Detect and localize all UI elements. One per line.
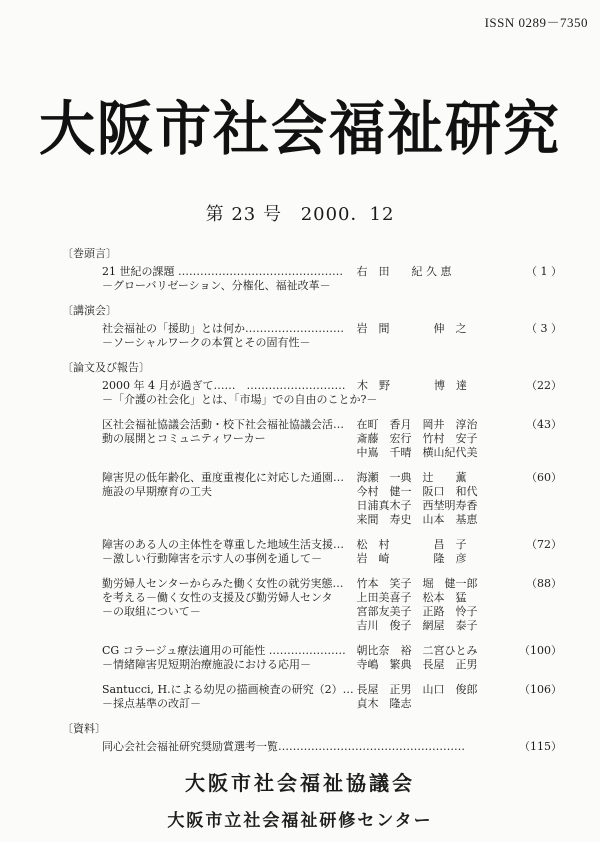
toc-entry — [102, 740, 562, 754]
entry-title — [102, 683, 356, 711]
issue-info — [0, 200, 600, 226]
entry-title — [102, 418, 356, 446]
entry-title — [102, 644, 356, 672]
entry-title-line: CG コラージュ療法適用の可能性 ………………… — [102, 644, 346, 657]
entry-authors — [357, 740, 504, 754]
journal-title: 大阪市社会福祉研究 — [39, 95, 561, 164]
entry-title-line: 勤労婦人センターからみた働く女性の就労実態… — [102, 577, 344, 590]
entry-authors — [356, 538, 504, 566]
entry-page: （ 1 ） — [526, 265, 562, 278]
author-line: 岩 間 伸 之 — [356, 322, 467, 335]
author-line: 右 田 紀 久 恵 — [356, 265, 452, 278]
author-line: 海瀬 一典 辻 薫 — [356, 471, 467, 484]
entry-page: （72） — [526, 538, 562, 551]
section-label: 〔巻頭言〕 — [62, 247, 117, 260]
entry-authors — [356, 265, 504, 279]
toc-section — [62, 247, 562, 293]
entry-subtitle-line: －「介護の社会化」とは、「市場」での自由のことか?－ — [102, 393, 378, 406]
entry-title — [102, 265, 356, 293]
publishers — [0, 767, 600, 831]
entry-page: （115） — [519, 740, 562, 753]
entry-subtitle-line: －の取組について－ — [102, 605, 201, 618]
entry-page: （100） — [519, 644, 562, 657]
entry-title-line: 同心会社会福祉研究奨励賞選考一覧…………………………………………… — [102, 740, 465, 753]
author-line: 竹本 笑子 堀 健一郎 — [356, 577, 478, 590]
section-label: 〔論文及び報告〕 — [62, 361, 150, 374]
entry-title-line: 社会福祉の「援助」とは何か……………………… — [102, 322, 344, 335]
author-line: 長屋 正男 山口 俊郎 — [356, 683, 478, 696]
author-line: 貞木 隆志 — [356, 697, 412, 710]
toc-entry — [102, 471, 562, 527]
entry-title — [102, 471, 356, 499]
author-line: 上田美喜子 松本 猛 — [356, 591, 467, 604]
author-line: 日浦真木子 西埜明寿香 — [356, 499, 478, 512]
author-line: 宮部友美子 正路 怜子 — [356, 605, 478, 618]
toc-entry — [102, 265, 562, 293]
toc-entry — [102, 322, 562, 350]
entry-authors — [356, 577, 504, 633]
toc-entry — [102, 538, 562, 566]
author-line: 吉川 俊子 網屋 泰子 — [356, 619, 478, 632]
toc-entry — [102, 644, 562, 672]
issue-number: 第 23 号 — [205, 204, 282, 225]
entry-authors — [356, 322, 504, 336]
table-of-contents — [62, 247, 562, 765]
author-line: 中嶌 千晴 横山紀代美 — [356, 446, 478, 459]
author-line: 朝比奈 裕 二宮ひとみ — [356, 644, 478, 657]
issn-number: ISSN 0289－7350 — [484, 15, 588, 30]
author-line: 在町 香月 岡井 淳治 — [356, 418, 478, 431]
author-line — [357, 740, 504, 754]
entry-subtitle-line: －激しい行動障害を示す人の事例を通して－ — [102, 552, 322, 565]
toc-section — [62, 361, 562, 711]
toc-entry — [102, 379, 562, 407]
entry-authors — [356, 418, 504, 460]
entry-title — [102, 538, 356, 566]
entry-page: （43） — [526, 418, 562, 431]
entry-subtitle-line: 施設の早期療育の工夫 — [102, 485, 212, 498]
entry-page: （60） — [526, 471, 562, 484]
entry-subtitle-line: を考える－働く女性の支援及び勤労婦人センタ — [102, 591, 333, 604]
publisher-primary: 大阪市社会福祉協議会 — [185, 771, 415, 795]
author-line: 来間 寿史 山本 基恵 — [356, 513, 478, 526]
entry-authors — [356, 471, 504, 527]
entry-subtitle-line: －ソーシャルワークの本質とその固有性－ — [102, 336, 311, 349]
entry-title — [102, 740, 465, 754]
publisher-secondary: 大阪市立社会福祉研修センター — [167, 811, 433, 831]
entry-subtitle-line: －情緒障害児短期治療施設における応用－ — [102, 658, 311, 671]
entry-authors — [356, 683, 504, 711]
entry-authors — [356, 644, 504, 672]
entry-subtitle-line: －採点基準の改訂－ — [102, 697, 201, 710]
entry-subtitle-line: 動の展開とコミュニティワーカー — [102, 432, 266, 445]
author-line: 岩 崎 隆 彦 — [356, 552, 467, 565]
entry-title-line: 21 世紀の課題 ……………………………………… — [102, 265, 343, 278]
author-line: 松 村 昌 子 — [356, 538, 467, 551]
entry-title — [102, 577, 356, 619]
toc-entry — [102, 418, 562, 460]
entry-title-line: Santucci, H.による幼児の描画検査の研究（2）… — [102, 683, 354, 696]
entry-page: （ 3 ） — [526, 322, 562, 335]
entry-page: （22） — [526, 379, 562, 392]
entry-title-line: 2000 年 4 月が過ぎて…… ……………………… — [102, 379, 346, 392]
toc-entry — [102, 577, 562, 633]
entry-title — [102, 379, 378, 407]
entry-page: （106） — [519, 683, 562, 696]
author-line: 木 野 博 達 — [357, 379, 467, 392]
entry-title-line: 区社会福祉協議会活動・校下社会福祉協議会活… — [102, 418, 344, 431]
section-label: 〔資料〕 — [62, 722, 106, 735]
entry-title-line: 障害児の低年齢化、重度重複化に対応した通園… — [102, 471, 344, 484]
entry-title — [102, 322, 356, 350]
entry-title-line: 障害のある人の主体性を尊重した地域生活支援… — [102, 538, 344, 551]
toc-section — [62, 722, 562, 754]
author-line: 寺嶋 繁典 長屋 正男 — [356, 658, 478, 671]
issue-date: 2000．12 — [300, 204, 395, 225]
entry-subtitle-line: －グローバリゼーション、分権化、福祉改革－ — [102, 279, 331, 292]
entry-page: （88） — [526, 577, 562, 590]
entry-authors — [357, 379, 504, 393]
author-line: 今村 健一 阪口 和代 — [356, 485, 478, 498]
section-label: 〔講演会〕 — [62, 304, 117, 317]
toc-entry — [102, 683, 562, 711]
author-line: 斎藤 宏行 竹村 安子 — [356, 432, 478, 445]
toc-section — [62, 304, 562, 350]
